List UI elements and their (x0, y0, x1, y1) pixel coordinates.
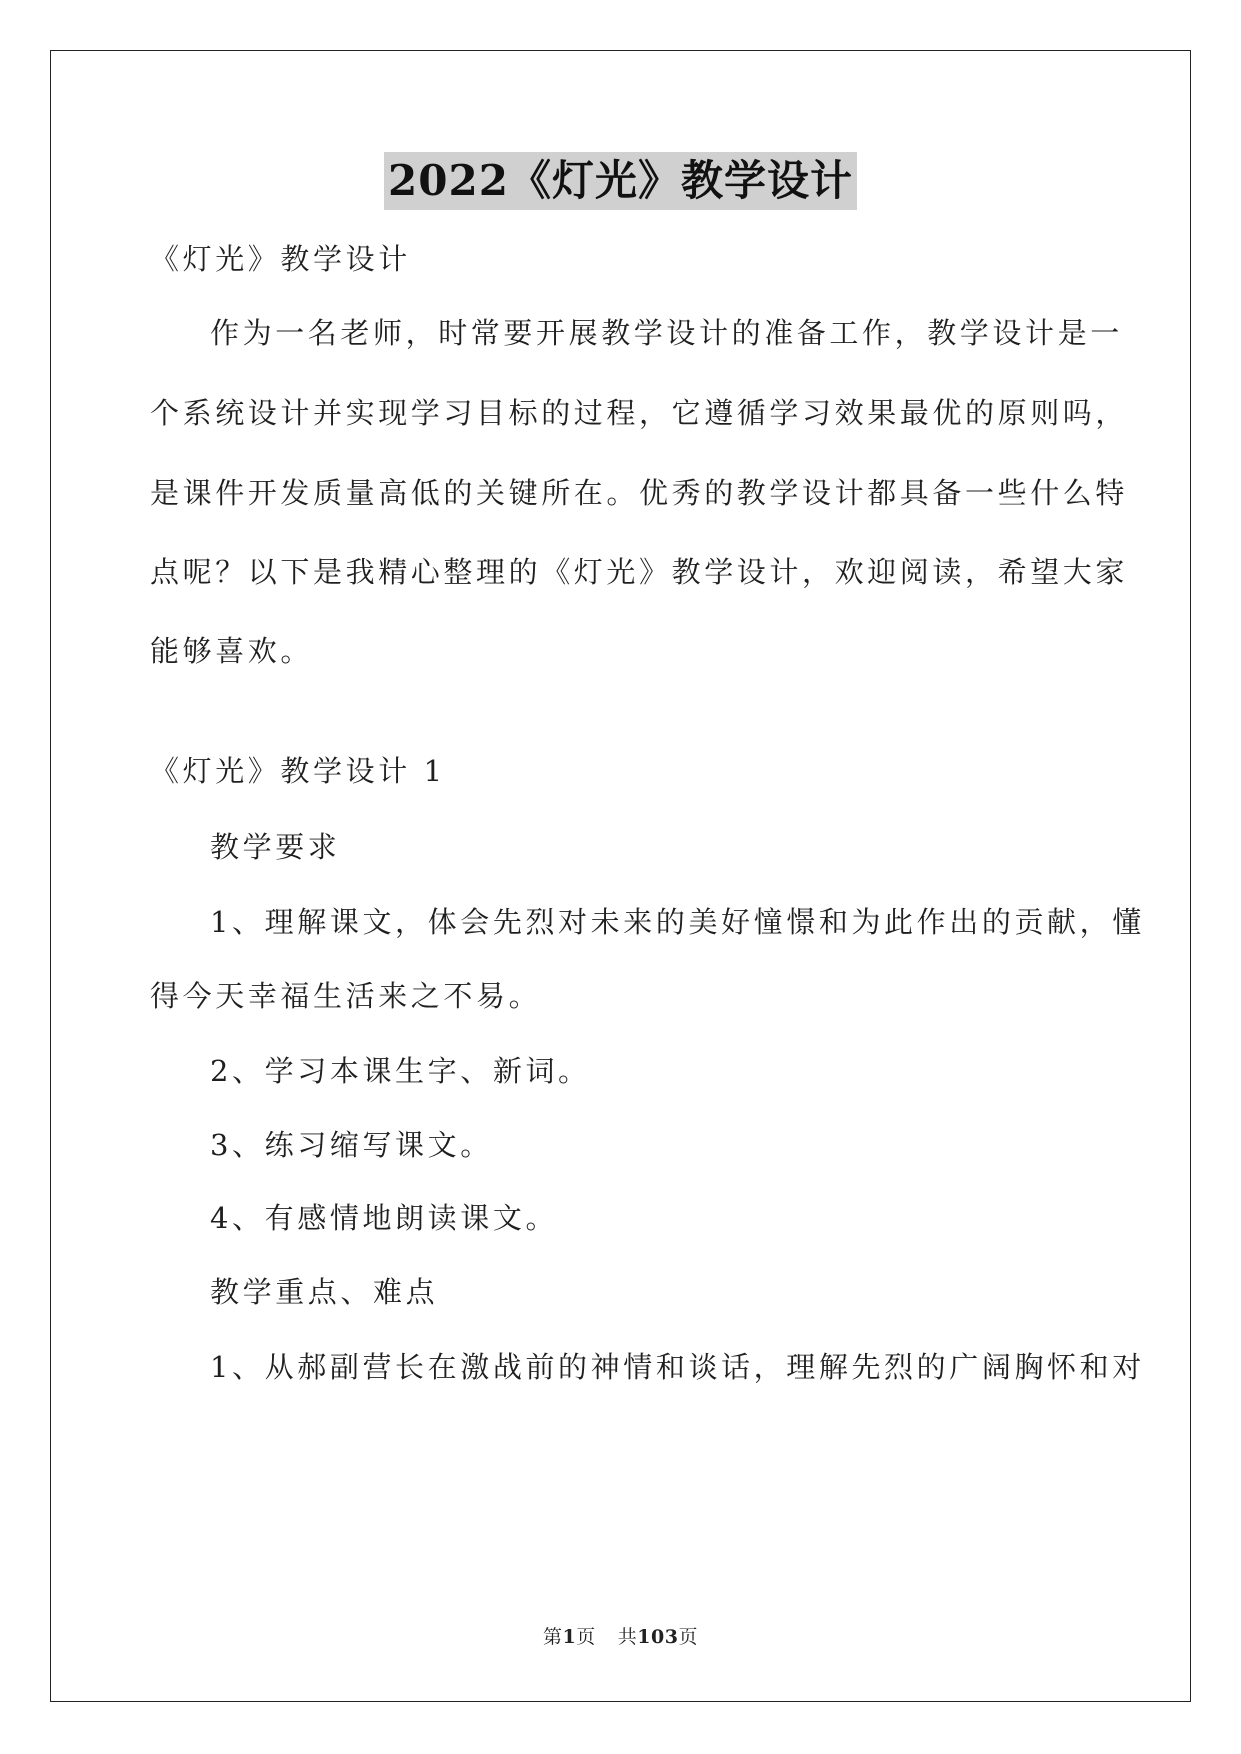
requirement-item: 3、练习缩写课文。 (210, 1128, 493, 1162)
requirements-heading: 教学要求 (210, 830, 341, 864)
intro-line: 个系统设计并实现学习目标的过程，它遵循学习效果最优的原则吗， (150, 396, 1129, 430)
intro-line: 是课件开发质量高低的关键所在。优秀的教学设计都具备一些什么特 (150, 476, 1129, 510)
page-number: 1 (562, 1626, 577, 1648)
keypoints-heading: 教学重点、难点 (210, 1275, 439, 1309)
page-border (50, 50, 1191, 1702)
document-subtitle: 《灯光》教学设计 (150, 242, 411, 276)
total-pages: 103 (637, 1626, 679, 1648)
page-suffix: 页 (576, 1626, 596, 1648)
keypoint-item: 1、从郝副营长在激战前的神情和谈话，理解先烈的广阔胸怀和对 (210, 1350, 1145, 1384)
requirement-item: 2、学习本课生字、新词。 (210, 1054, 591, 1088)
requirement-item: 1、理解课文，体会先烈对未来的美好憧憬和为此作出的贡献，懂 (210, 905, 1145, 939)
page-prefix: 第 (543, 1626, 563, 1648)
total-prefix: 共 (617, 1626, 638, 1648)
title-container (0, 152, 1241, 210)
intro-line: 点呢？以下是我精心整理的《灯光》教学设计，欢迎阅读，希望大家 (150, 555, 1129, 589)
intro-line: 作为一名老师，时常要开展教学设计的准备工作，教学设计是一 (210, 316, 1123, 350)
requirement-item: 得今天幸福生活来之不易。 (150, 979, 542, 1013)
section-heading: 《灯光》教学设计 1 (150, 754, 446, 788)
total-suffix: 页 (678, 1626, 698, 1648)
requirement-item: 4、有感情地朗读课文。 (210, 1201, 559, 1235)
page-footer (0, 1622, 1241, 1649)
intro-line: 能够喜欢。 (150, 634, 314, 668)
document-title: 2022《灯光》教学设计 (384, 152, 857, 210)
